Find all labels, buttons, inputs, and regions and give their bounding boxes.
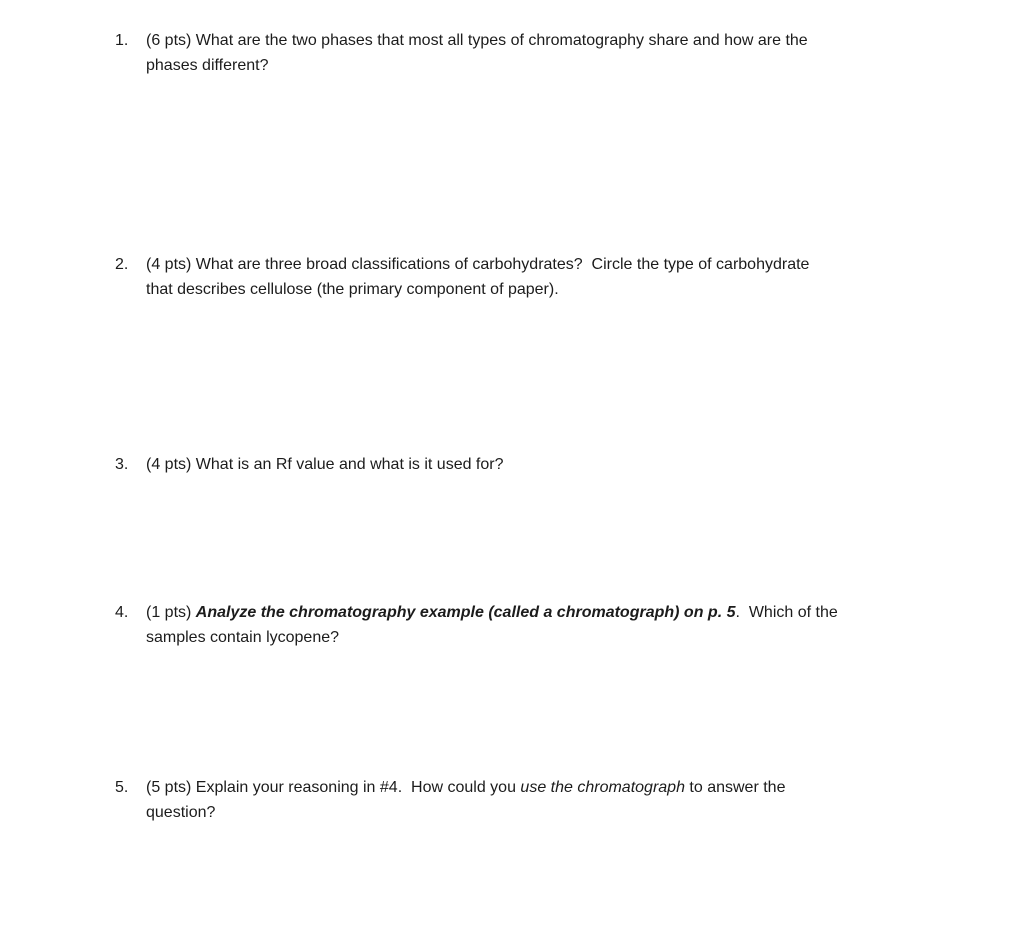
question-item xyxy=(0,452,1024,477)
text-segment: phases different? xyxy=(146,57,269,74)
text-segment: Analyze the chromatography example (called a chromatograph) on p. 5 xyxy=(195,604,736,621)
text-segment: (4 pts) What are three broad classifications of carbohydrates? Circle the type of carbohydrate xyxy=(146,256,810,273)
question-text xyxy=(146,252,934,302)
text-segment: . Which of the xyxy=(735,604,838,621)
question-text-line xyxy=(146,775,934,800)
question-text-line xyxy=(146,53,934,78)
question-item xyxy=(0,28,1024,78)
text-segment: (4 pts) What is an Rf value and what is it used for? xyxy=(146,456,504,473)
question-text-line xyxy=(146,625,934,650)
text-segment: (5 pts) Explain your reasoning in #4. How could you xyxy=(146,779,521,796)
text-segment: question? xyxy=(146,804,216,821)
text-segment: that describes cellulose (the primary component of paper). xyxy=(146,281,559,298)
question-text xyxy=(146,28,934,78)
text-segment: (6 pts) What are the two phases that most all types of chromatography share and how are the xyxy=(146,32,808,49)
text-segment: samples contain lycopene? xyxy=(146,629,340,646)
question-text-line xyxy=(146,600,934,625)
question-item xyxy=(0,252,1024,302)
question-number: 3. xyxy=(115,456,129,473)
question-text xyxy=(146,775,934,825)
question-text xyxy=(146,452,934,477)
question-number: 1. xyxy=(115,32,129,49)
question-number: 4. xyxy=(115,604,129,621)
text-segment: to answer the xyxy=(684,779,786,796)
question-number: 5. xyxy=(115,779,129,796)
text-segment: use the chromatograph xyxy=(520,779,685,796)
question-text-line xyxy=(146,28,934,53)
question-text-line xyxy=(146,800,934,825)
question-item xyxy=(0,600,1024,650)
question-text-line xyxy=(146,452,934,477)
text-segment: (1 pts) xyxy=(146,604,196,621)
question-text-line xyxy=(146,277,934,302)
question-text xyxy=(146,600,934,650)
question-number: 2. xyxy=(115,256,129,273)
question-item xyxy=(0,775,1024,825)
question-text-line xyxy=(146,252,934,277)
